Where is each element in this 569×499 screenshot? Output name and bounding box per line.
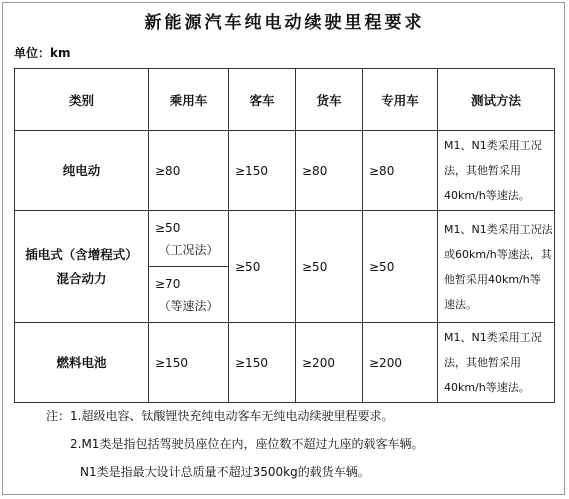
passenger-value: ≥150: [149, 323, 229, 403]
method-line: M1、N1类采用工况法: [444, 222, 553, 236]
header-truck: 货车: [296, 69, 363, 131]
passenger-note: （工况法）: [158, 242, 219, 257]
method-line: 他暂采用40km/h等: [444, 272, 541, 286]
category-line: 插电式（含增程式）: [25, 246, 138, 262]
passenger-value-a: [149, 211, 229, 267]
special-value: ≥50: [363, 211, 438, 323]
passenger-note: （等速法）: [158, 298, 219, 313]
method-line: M1、N1类采用工况: [444, 139, 542, 152]
document-title: 新能源汽车纯电动续驶里程要求: [144, 13, 425, 33]
method-line: 速法。: [444, 297, 477, 311]
table-row: [15, 131, 555, 211]
category-cell: [15, 211, 149, 323]
test-method-cell: [438, 211, 555, 323]
footnote-3: N1类是指最大设计总质量不超过3500kg的载货车辆。: [80, 465, 370, 479]
truck-value: ≥50: [296, 211, 363, 323]
method-line: 40km/h等速法。: [444, 189, 530, 202]
range-requirements-table: [14, 68, 555, 403]
bus-value: ≥50: [229, 211, 296, 323]
header-test-method: 测试方法: [438, 69, 555, 131]
bus-value: ≥150: [229, 131, 296, 211]
table-row: [15, 323, 555, 403]
table-row: [15, 211, 555, 267]
method-line: 40km/h等速法。: [444, 381, 530, 394]
special-value: ≥200: [363, 323, 438, 403]
category-cell: 燃料电池: [15, 323, 149, 403]
header-bus: 客车: [229, 69, 296, 131]
passenger-value: ≥50: [155, 220, 181, 235]
method-line: M1、N1类采用工况: [444, 331, 542, 344]
header-category: 类别: [15, 69, 149, 131]
unit-label: 单位：km: [14, 46, 71, 60]
truck-value: ≥200: [296, 323, 363, 403]
table-header-row: [15, 69, 555, 131]
footnote-1: 注：1.超级电容、钛酸锂快充纯电动客车无纯电动续驶里程要求。: [46, 409, 394, 423]
method-line: 或60km/h等速法，其: [444, 247, 552, 261]
passenger-value-b: [149, 267, 229, 323]
truck-value: ≥80: [296, 131, 363, 211]
category-line: 混合动力: [56, 270, 107, 286]
passenger-value: ≥70: [155, 276, 181, 291]
method-line: 法，其他暂采用: [444, 164, 521, 177]
category-cell: 纯电动: [15, 131, 149, 211]
header-special: 专用车: [363, 69, 438, 131]
test-method-cell: [438, 323, 555, 403]
footnote-2: 2.M1类是指包括驾驶员座位在内，座位数不超过九座的载客车辆。: [70, 437, 424, 451]
special-value: ≥80: [363, 131, 438, 211]
method-line: 法，其他暂采用: [444, 356, 521, 369]
header-passenger: 乘用车: [149, 69, 229, 131]
test-method-cell: [438, 131, 555, 211]
passenger-value: ≥80: [149, 131, 229, 211]
bus-value: ≥150: [229, 323, 296, 403]
